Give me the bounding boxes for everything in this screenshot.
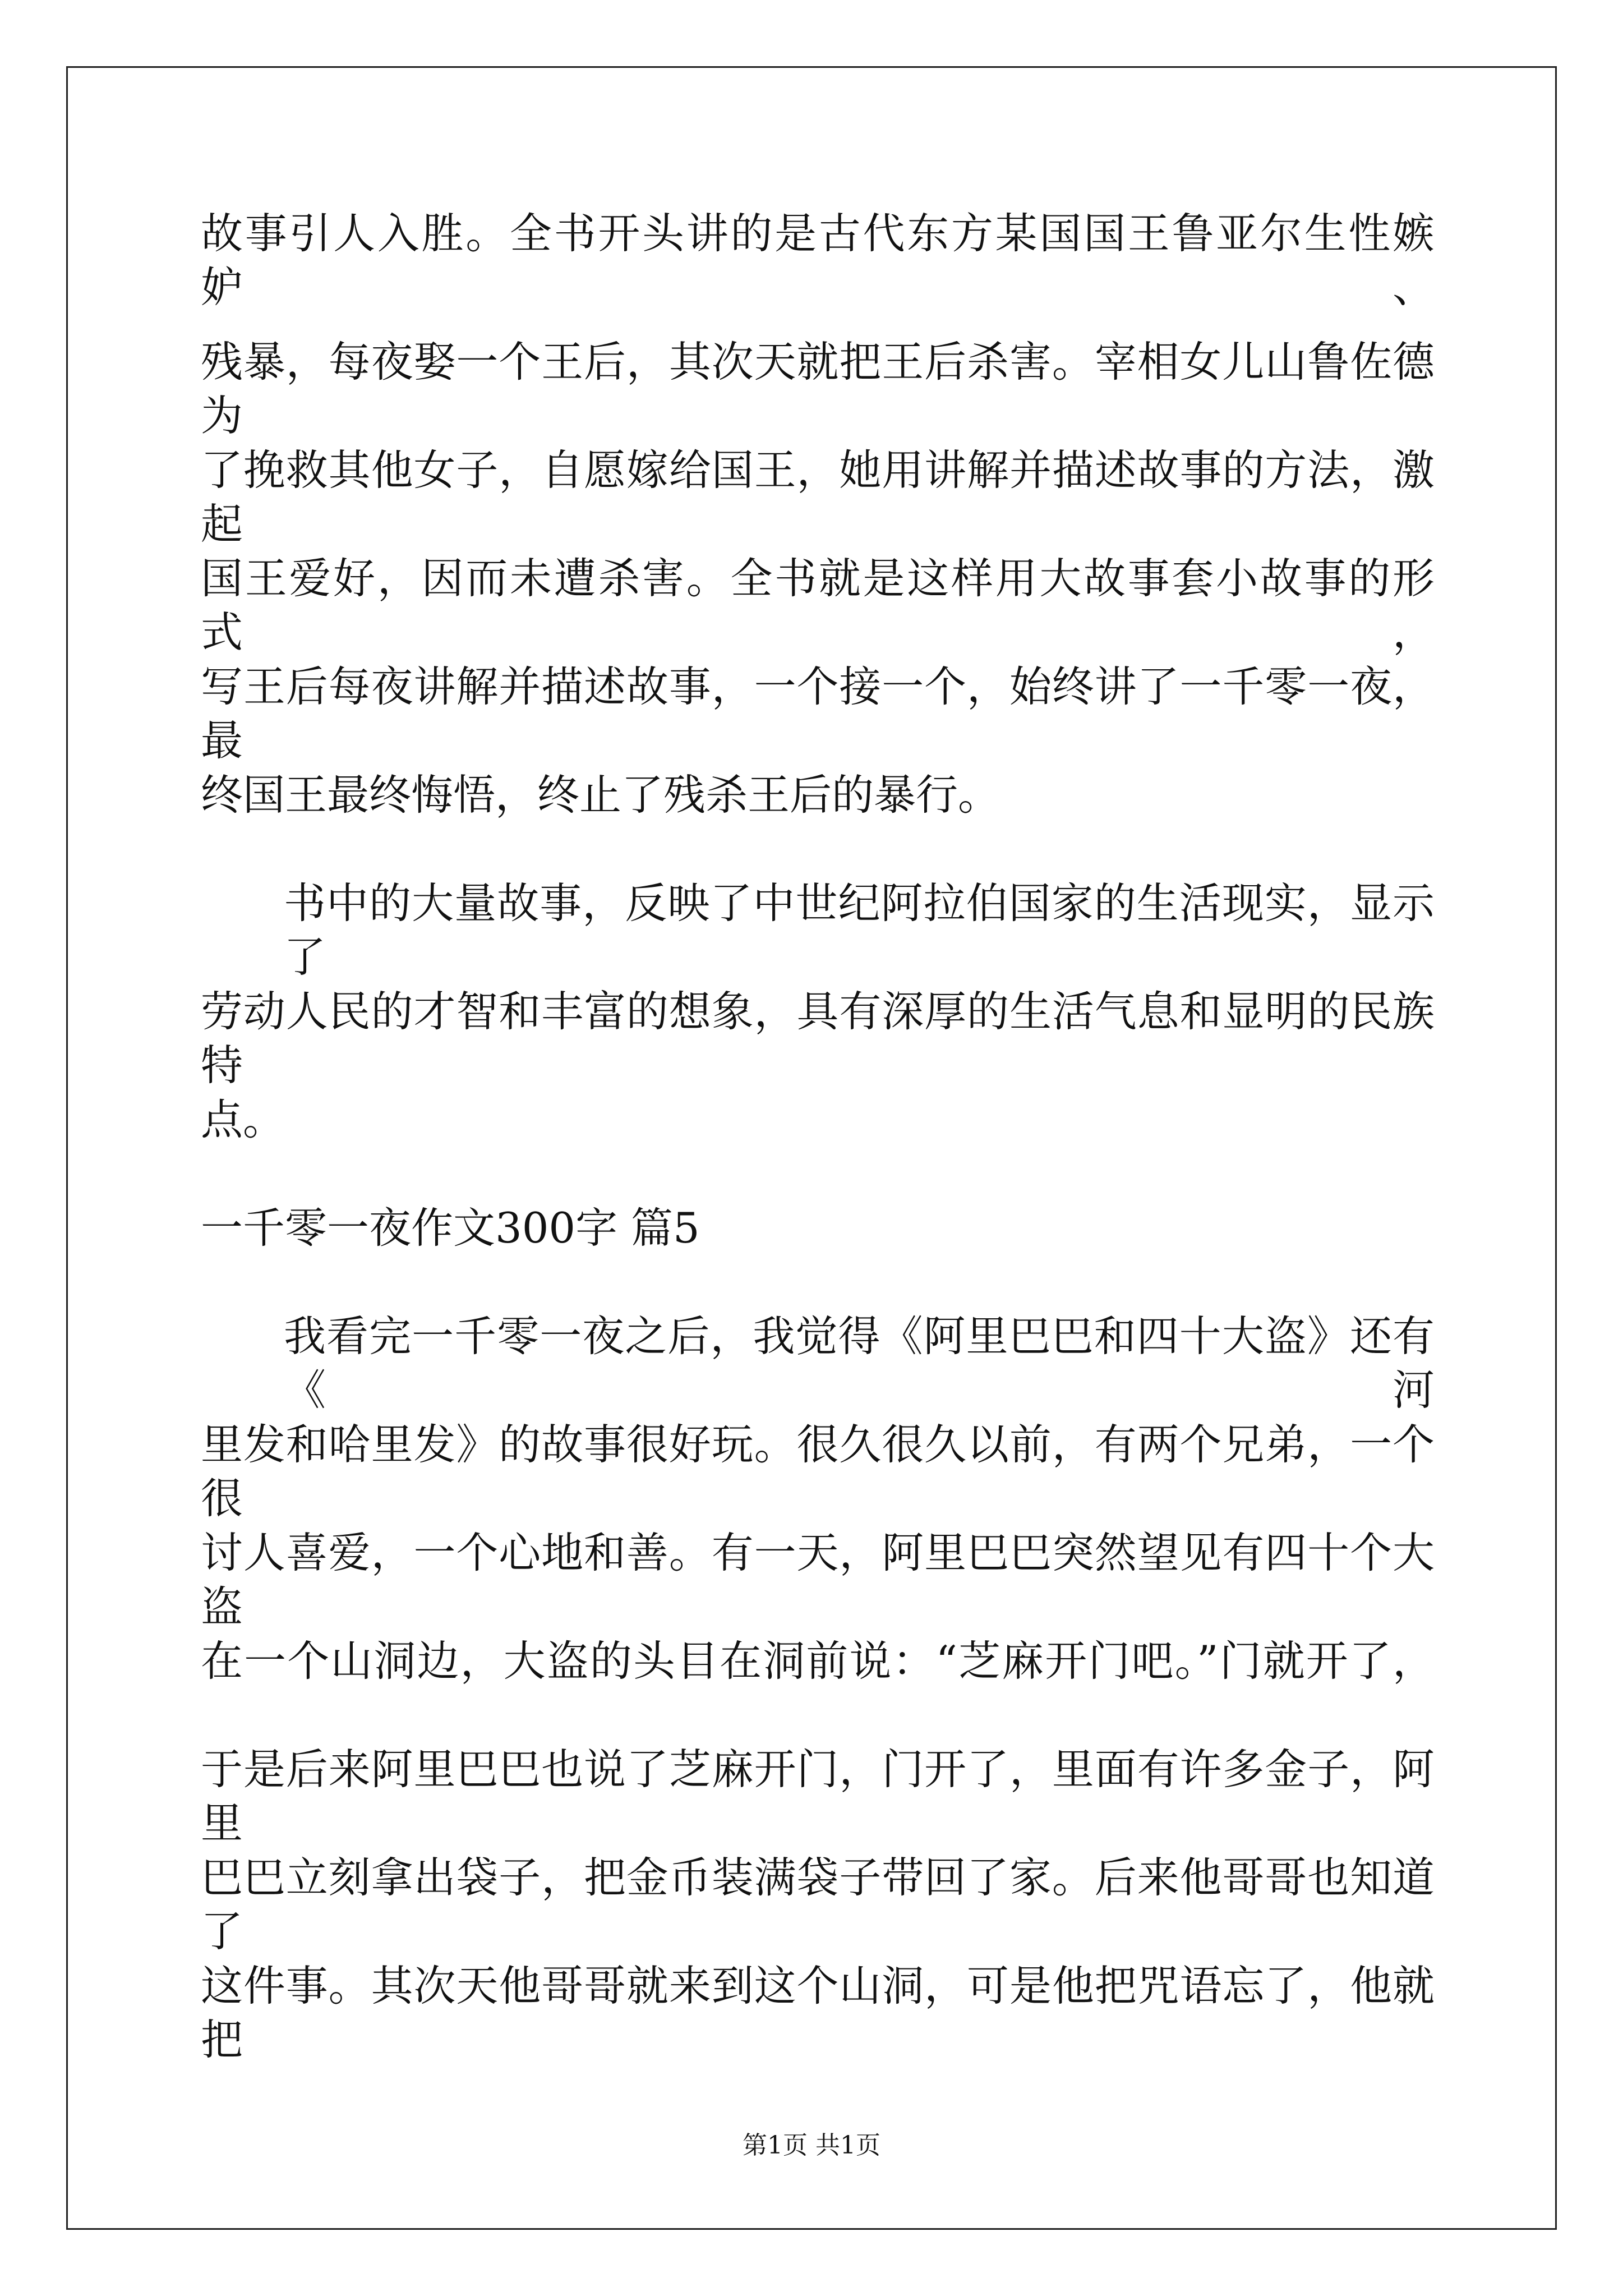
- text-line: 故事引人入胜。全书开头讲的是古代东方某国国王鲁亚尔生性嫉妒、: [201, 209, 1435, 312]
- text-line: 巴巴立刻拿出袋子，把金币装满袋子带回了家。后来他哥哥也知道了: [201, 1853, 1435, 1956]
- text-line: 终国王最终悔悟，终止了残杀王后的暴行。: [201, 770, 1000, 820]
- text-line: 我看完一千零一夜之后，我觉得《阿里巴巴和四十大盗》还有《河: [284, 1312, 1435, 1415]
- text-line: 点。: [201, 1095, 285, 1144]
- text-line: 国王爱好，因而未遭杀害。全书就是这样用大故事套小故事的形式，: [201, 554, 1435, 657]
- text-line: 这件事。其次天他哥哥就来到这个山洞，可是他把咒语忘了，他就把: [201, 1961, 1435, 2064]
- text-line: 劳动人民的才智和丰富的想象，具有深厚的生活气息和显明的民族特: [201, 987, 1435, 1090]
- section-heading: 一千零一夜作文300字 篇5: [201, 1203, 700, 1253]
- text-line: 书中的大量故事，反映了中世纪阿拉伯国家的生活现实，显示了: [284, 878, 1435, 982]
- text-line: 讨人喜爱，一个心地和善。有一天，阿里巴巴突然望见有四十个大盗: [201, 1528, 1435, 1631]
- text-line: 了挽救其他女子，自愿嫁给国王，她用讲解并描述故事的方法，激起: [201, 445, 1435, 549]
- text-line: 里发和哈里发》的故事很好玩。很久很久以前，有两个兄弟，一个很: [201, 1420, 1435, 1523]
- page-number-footer: 第1页 共1页: [743, 2131, 880, 2160]
- text-line: 于是后来阿里巴巴也说了芝麻开门，门开了，里面有许多金子，阿里: [201, 1745, 1435, 1848]
- text-line: 在一个山洞边，大盗的头目在洞前说：“芝麻开门吧。”门就开了，: [201, 1636, 1435, 1686]
- text-line: 写王后每夜讲解并描述故事，一个接一个，始终讲了一千零一夜，最: [201, 662, 1435, 765]
- text-line: 残暴，每夜娶一个王后，其次天就把王后杀害。宰相女儿山鲁佐德为: [201, 337, 1435, 440]
